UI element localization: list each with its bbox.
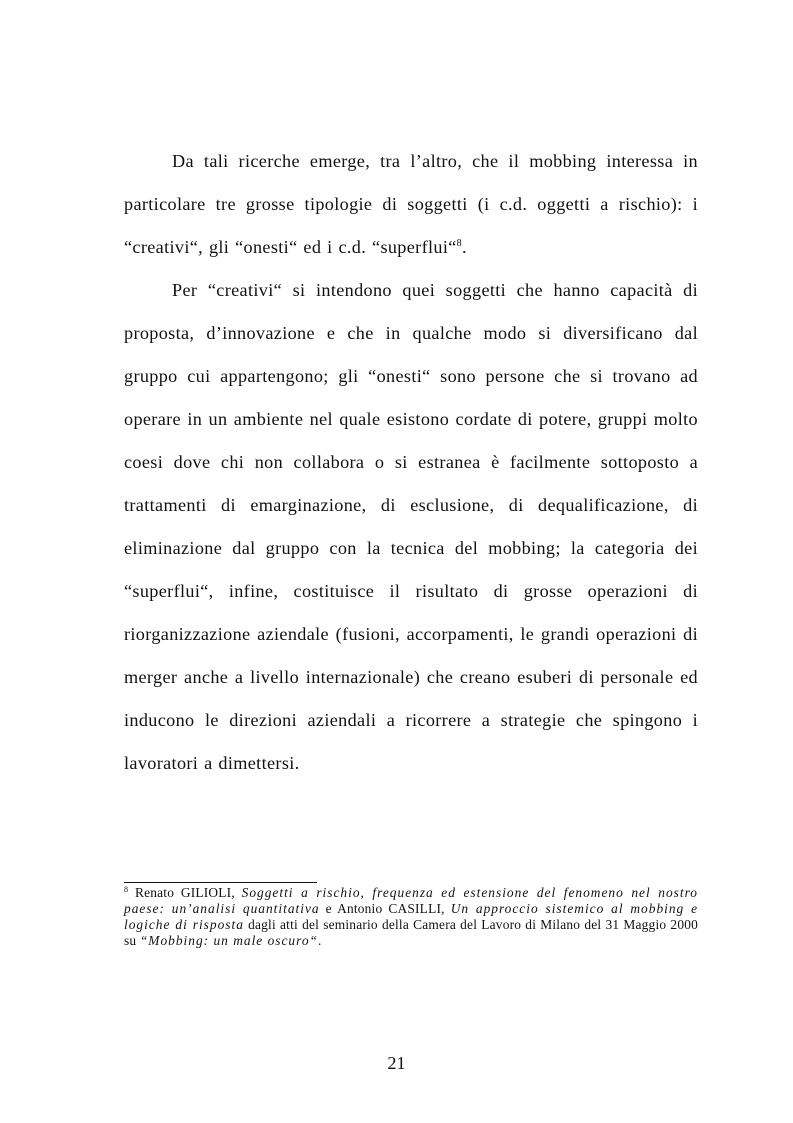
footnote-end: . (317, 933, 322, 948)
footnote-source: dagli atti del seminario della Camera del Lavoro di Milano del 31 Maggio 2000 su (124, 917, 699, 948)
footnote-reference[interactable]: 8 (456, 238, 463, 249)
footnote-author-2: e Antonio CASILLI, (319, 901, 451, 916)
footnote-author-1: Renato GILIOLI, (134, 885, 242, 900)
footnote-title-1: Soggetti a rischio, frequenza ed estensione del fenomeno nel nostro paese: un’analisi quantitativa (124, 885, 698, 916)
footnote-title-2: Un approccio sistemico al mobbing e logiche di risposta (124, 901, 699, 932)
body-text (124, 140, 698, 785)
footnote-number: 8 (124, 885, 129, 895)
footnote (124, 885, 698, 949)
footnote-title-3: “Mobbing: un male oscuro“ (139, 933, 318, 948)
paragraph-1-end: . (462, 237, 467, 257)
footnote-separator (124, 882, 317, 883)
page-number: 21 (387, 1053, 406, 1073)
paragraph-1 (124, 140, 698, 269)
paragraph-1-text: Da tali ricerche emerge, tra l’altro, che il mobbing interessa in particolare tre grosse tipologie di soggetti (i c.d. oggetti a rischio): i “creativi“, gli “onesti“ ed i c.d. “superflui“ (124, 151, 698, 257)
paragraph-2: Per “creativi“ si intendono quei soggetti che hanno capacità di proposta, d’innovazione e che in qualche modo si diversificano dal gruppo cui appartengono; gli “onesti“ sono persone che si trovano ad operare in un ambiente nel quale esistono cordate di potere, gruppi molto coesi dove chi non collabora o si estranea è facilmente sottoposto a trattamenti di emarginazione, di esclusione, di dequalificazione, di eliminazione dal gruppo con la tecnica del mobbing; la categoria dei “superflui“, infine, costituisce il risultato di grosse operazioni di riorganizzazione aziendale (fusioni, accorpamenti, le grandi operazioni di merger anche a livello internazionale) che creano esuberi di personale ed inducono le direzioni aziendali a ricorrere a strategie che spingono i lavoratori a dimettersi. (124, 280, 698, 773)
